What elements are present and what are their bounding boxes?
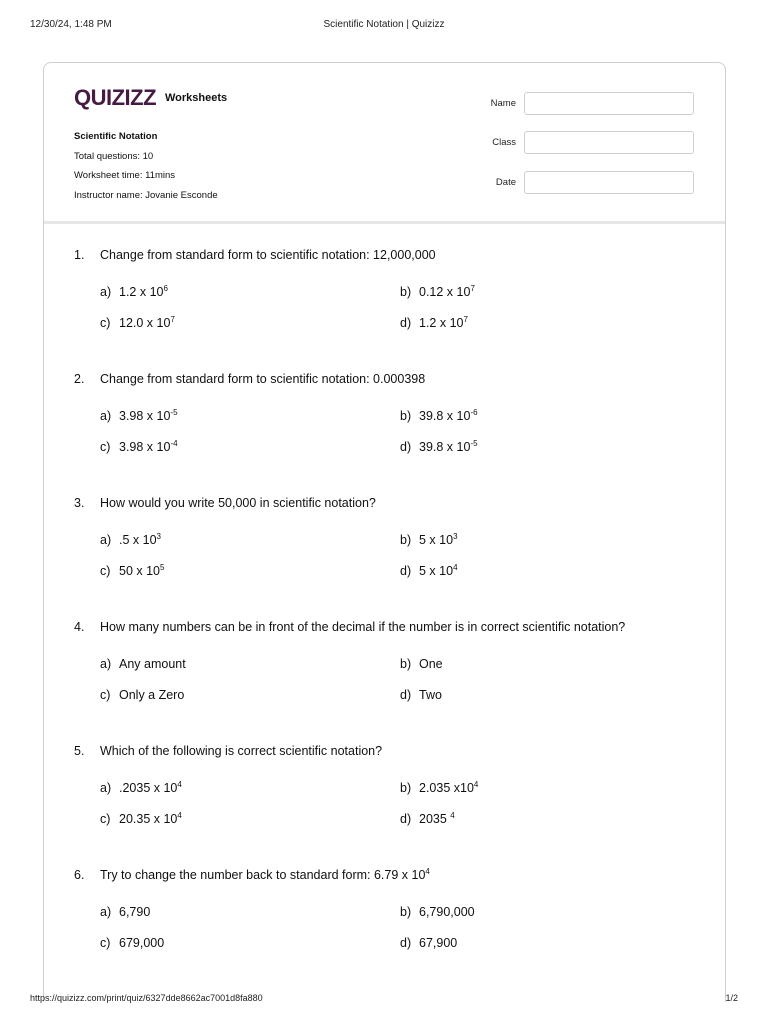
option-letter: c) <box>100 688 111 702</box>
name-label: Name <box>490 98 516 109</box>
option-exponent: -6 <box>470 408 478 417</box>
option-text: Any amount <box>119 657 186 671</box>
option-d[interactable] <box>400 688 442 702</box>
option-letter: b) <box>400 781 412 795</box>
option-a[interactable] <box>100 409 178 423</box>
worksheet-card <box>43 62 726 1002</box>
name-field-row <box>474 92 694 116</box>
date-label: Date <box>495 177 516 188</box>
question-text <box>74 496 376 510</box>
option-d[interactable] <box>400 812 455 826</box>
option-exponent: 5 <box>160 563 165 572</box>
option-letter: c) <box>100 564 111 578</box>
option-text: 5 x 10 <box>419 564 454 578</box>
worksheet-meta <box>74 127 218 205</box>
option-exponent: -5 <box>470 439 478 448</box>
option-b[interactable] <box>400 285 475 299</box>
option-letter: a) <box>100 657 112 671</box>
option-c[interactable] <box>100 688 184 702</box>
option-d[interactable] <box>400 564 458 578</box>
option-letter: b) <box>400 657 412 671</box>
option-text: 39.8 x 10 <box>419 409 471 423</box>
option-exponent: 3 <box>156 532 161 541</box>
print-url: https://quizizz.com/print/quiz/6327dde8662ac7001d8fa880 <box>30 993 263 1003</box>
option-text: 1.2 x 10 <box>119 285 164 299</box>
question-number: 1. <box>74 248 85 262</box>
option-letter: a) <box>100 285 112 299</box>
class-input[interactable] <box>524 131 694 154</box>
question-prompt: Which of the following is correct scientific notation? <box>100 744 383 758</box>
question-number: 4. <box>74 620 85 634</box>
option-letter: d) <box>400 440 412 454</box>
option-d[interactable] <box>400 440 478 454</box>
option-a[interactable] <box>100 781 182 795</box>
print-footer <box>0 993 768 1007</box>
option-text: 5 x 10 <box>419 533 454 547</box>
option-exponent: 4 <box>177 780 182 789</box>
option-text: 3.98 x 10 <box>119 409 171 423</box>
option-text: 6,790 <box>119 905 151 919</box>
print-header <box>0 19 768 33</box>
option-text: 0.12 x 10 <box>419 285 471 299</box>
question-exponent: 4 <box>425 867 430 876</box>
svg-text:QUIZIZZ: QUIZIZZ <box>74 85 157 110</box>
option-letter: d) <box>400 564 412 578</box>
question-1 <box>44 227 725 337</box>
option-a[interactable] <box>100 905 150 919</box>
option-letter: a) <box>100 781 112 795</box>
option-b[interactable] <box>400 409 478 423</box>
option-c[interactable] <box>100 440 178 454</box>
option-b[interactable] <box>400 657 443 671</box>
quizizz-logo <box>74 83 162 111</box>
print-date: 12/30/24, 1:48 PM <box>30 19 112 30</box>
option-text: 3.98 x 10 <box>119 440 171 454</box>
option-exponent: 4 <box>453 563 458 572</box>
option-b[interactable] <box>400 533 458 547</box>
option-text: 6,790,000 <box>419 905 475 919</box>
option-exponent: -5 <box>170 408 178 417</box>
option-a[interactable] <box>100 533 161 547</box>
total-questions: Total questions: 10 <box>74 150 154 162</box>
quizizz-logo-icon <box>74 83 162 111</box>
print-title: Scientific Notation | Quizizz <box>323 19 445 30</box>
option-text: Only a Zero <box>119 688 185 702</box>
option-d[interactable] <box>400 316 468 330</box>
option-c[interactable] <box>100 936 164 950</box>
option-text: .2035 x 10 <box>119 781 178 795</box>
option-text: 2.035 x10 <box>419 781 474 795</box>
question-3 <box>44 475 725 585</box>
option-letter: d) <box>400 812 412 826</box>
question-prompt: Try to change the number back to standard form: 6.79 x 10 <box>100 868 426 882</box>
option-b[interactable] <box>400 781 478 795</box>
page-number: 1/2 <box>725 993 738 1003</box>
option-letter: d) <box>400 316 412 330</box>
option-d[interactable] <box>400 936 457 950</box>
option-text: One <box>419 657 443 671</box>
option-text: .5 x 10 <box>119 533 157 547</box>
question-number: 2. <box>74 372 85 386</box>
option-c[interactable] <box>100 564 164 578</box>
question-5 <box>44 723 725 833</box>
class-label: Class <box>492 137 516 148</box>
option-c[interactable] <box>100 316 175 330</box>
question-prompt: How would you write 50,000 in scientific notation? <box>100 496 376 510</box>
option-letter: b) <box>400 905 412 919</box>
option-text: 67,900 <box>419 936 458 950</box>
question-text <box>74 868 430 882</box>
option-letter: a) <box>100 409 112 423</box>
option-letter: c) <box>100 812 111 826</box>
option-letter: d) <box>400 936 412 950</box>
option-exponent: 3 <box>453 532 458 541</box>
option-letter: b) <box>400 409 412 423</box>
question-prompt: How many numbers can be in front of the decimal if the number is in correct scientific notation? <box>100 620 626 634</box>
question-text <box>74 620 625 634</box>
option-exponent: 6 <box>163 284 168 293</box>
option-exponent: -4 <box>170 439 178 448</box>
date-input[interactable] <box>524 171 694 194</box>
logo-subtitle: Worksheets <box>165 92 228 104</box>
question-2 <box>44 351 725 461</box>
option-a[interactable] <box>100 285 168 299</box>
question-number: 6. <box>74 868 85 882</box>
option-letter: c) <box>100 440 111 454</box>
option-letter: b) <box>400 285 412 299</box>
worksheet-title: Scientific Notation <box>74 131 158 142</box>
option-letter: d) <box>400 688 412 702</box>
name-input[interactable] <box>524 92 694 115</box>
option-a[interactable] <box>100 657 186 671</box>
option-letter: c) <box>100 316 111 330</box>
option-exponent: 4 <box>473 780 479 789</box>
date-field-row <box>474 171 694 195</box>
option-letter: b) <box>400 533 412 547</box>
option-text: 20.35 x 10 <box>119 812 178 826</box>
question-text <box>74 744 382 758</box>
option-text: 12.0 x 10 <box>119 316 171 330</box>
question-number: 3. <box>74 496 85 510</box>
option-text: 2035 <box>419 812 451 826</box>
option-c[interactable] <box>100 812 182 826</box>
option-exponent: 4 <box>450 811 455 820</box>
option-letter: a) <box>100 533 112 547</box>
question-prompt: Change from standard form to scientific notation: 0.000398 <box>100 372 426 386</box>
option-exponent: 4 <box>177 811 182 820</box>
option-exponent: 7 <box>170 315 175 324</box>
option-letter: c) <box>100 936 111 950</box>
question-6 <box>44 847 725 957</box>
instructor-name: Instructor name: Jovanie Esconde <box>74 189 218 201</box>
option-text: 50 x 10 <box>119 564 161 578</box>
option-exponent: 7 <box>470 284 475 293</box>
option-text: 39.8 x 10 <box>419 440 471 454</box>
question-4 <box>44 599 725 709</box>
question-text <box>74 372 425 386</box>
class-field-row <box>474 131 694 155</box>
option-text: 679,000 <box>119 936 165 950</box>
option-letter: a) <box>100 905 112 919</box>
worksheet-time: Worksheet time: 11mins <box>74 170 176 181</box>
option-exponent: 7 <box>463 315 468 324</box>
option-text: 1.2 x 10 <box>419 316 464 330</box>
option-b[interactable] <box>400 905 475 919</box>
question-number: 5. <box>74 744 85 758</box>
option-text: Two <box>419 688 442 702</box>
question-prompt: Change from standard form to scientific notation: 12,000,000 <box>100 248 436 262</box>
question-text <box>74 248 436 262</box>
worksheet-header <box>44 63 725 224</box>
